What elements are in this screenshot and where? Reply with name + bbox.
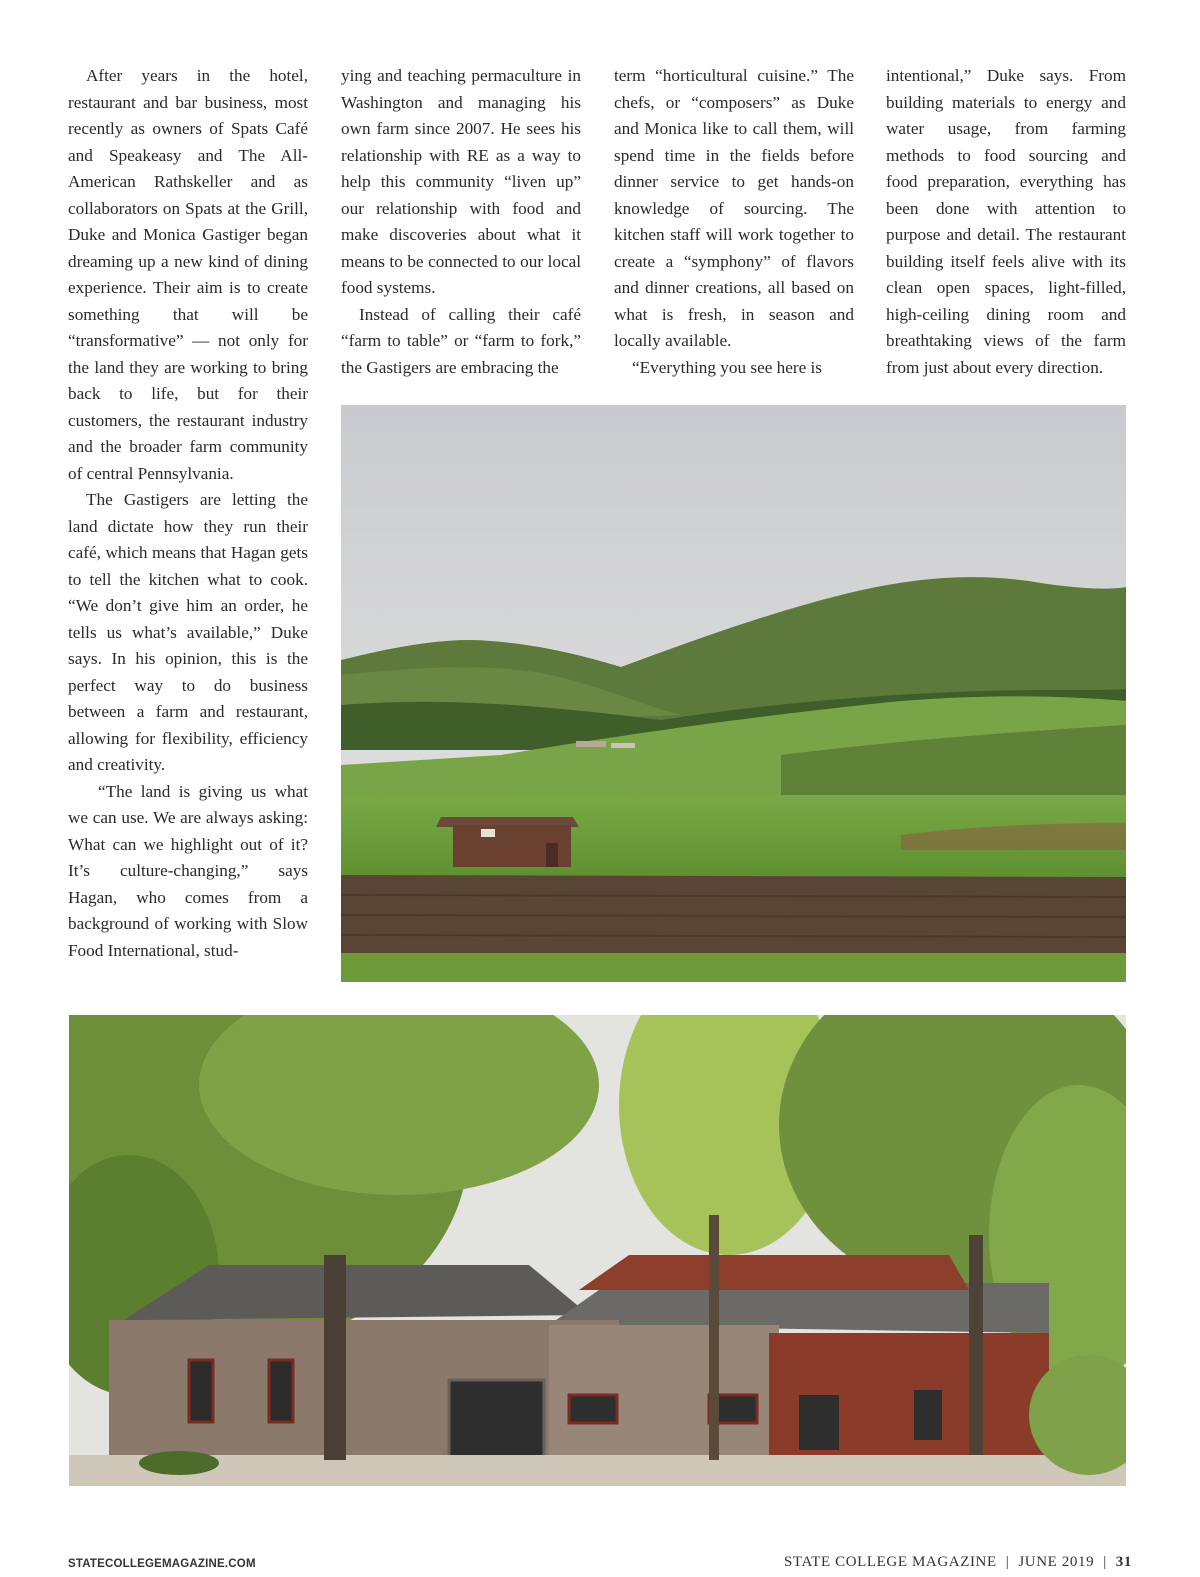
footer-separator: | xyxy=(1103,1554,1107,1570)
issue-date: JUNE 2019 xyxy=(1018,1554,1095,1570)
paragraph: “Everything you see here is xyxy=(632,357,822,377)
restaurant-building-photo xyxy=(69,1015,1126,1486)
footer-separator: | xyxy=(1005,1554,1010,1570)
paragraph: ying and teaching permaculture in Washington and managing his own farm since 2007. He sees his relationship with RE as a way to help this community “liven up” our relationship with food and make discoveries about what it means to be connected to our local food systems. xyxy=(341,66,581,297)
article-column-2 xyxy=(341,63,581,381)
paragraph: The Gastigers are letting the land dictate how they run their café, which means that Hagan gets to tell the kitchen what to cook. “We don’t give him an order, he tells us what’s available,” Duke says. In his opinion, this is the perfect way to do business between a farm and restaurant, allowing for flexibility, efficiency and creativity. xyxy=(68,490,308,774)
magazine-name: STATE COLLEGE MAGAZINE xyxy=(783,1554,997,1570)
footer-issue-info xyxy=(784,1554,1132,1571)
paragraph: After years in the hotel, restaurant and bar business, most recently as owners of Spats Café and Speakeasy and The All-American Rathskeller and as collaborators on Spats at the Grill, Duke and Monica Gastiger began dreaming up a new kind of dining experience. Their aim is to create something that will be “transformative” — not only for the land they are working to bring back to life, but for their customers, the restaurant industry and the broader farm community of central Pennsylvania. xyxy=(68,66,308,483)
article-column-3 xyxy=(614,63,854,381)
article-column-4 xyxy=(886,63,1126,381)
paragraph: term “horticultural cuisine.” The chefs, or “composers” as Duke and Monica like to call them, will spend time in the fields before dinner service to get hands-on knowledge of sourcing. The kitchen staff will work together to create a “symphony” of flavors and dinner creations, all based on what is fresh, in season and locally available. xyxy=(614,66,854,350)
paragraph: “The land is giving us what we can use. We are always asking: What can we highlight out of it? It’s culture-changing,” says Hagan, who comes from a background of working with Slow Food International, stud- xyxy=(68,781,308,960)
article-column-1 xyxy=(68,63,308,964)
paragraph: intentional,” Duke says. From building materials to energy and water usage, from farming methods to food sourcing and food preparation, everything has been done with attention to purpose and detail. The restaurant building itself feels alive with its clean open spaces, light-filled, high-ceiling dining room and breathtaking views of the farm from just about every direction. xyxy=(886,66,1126,377)
page-number: 31 xyxy=(1115,1554,1132,1570)
footer-website: STATECOLLEGEMAGAZINE.COM xyxy=(68,1558,256,1570)
paragraph: Instead of calling their café “farm to table” or “farm to fork,” the Gastigers are embracing the xyxy=(341,304,581,377)
farm-landscape-photo xyxy=(341,405,1126,982)
